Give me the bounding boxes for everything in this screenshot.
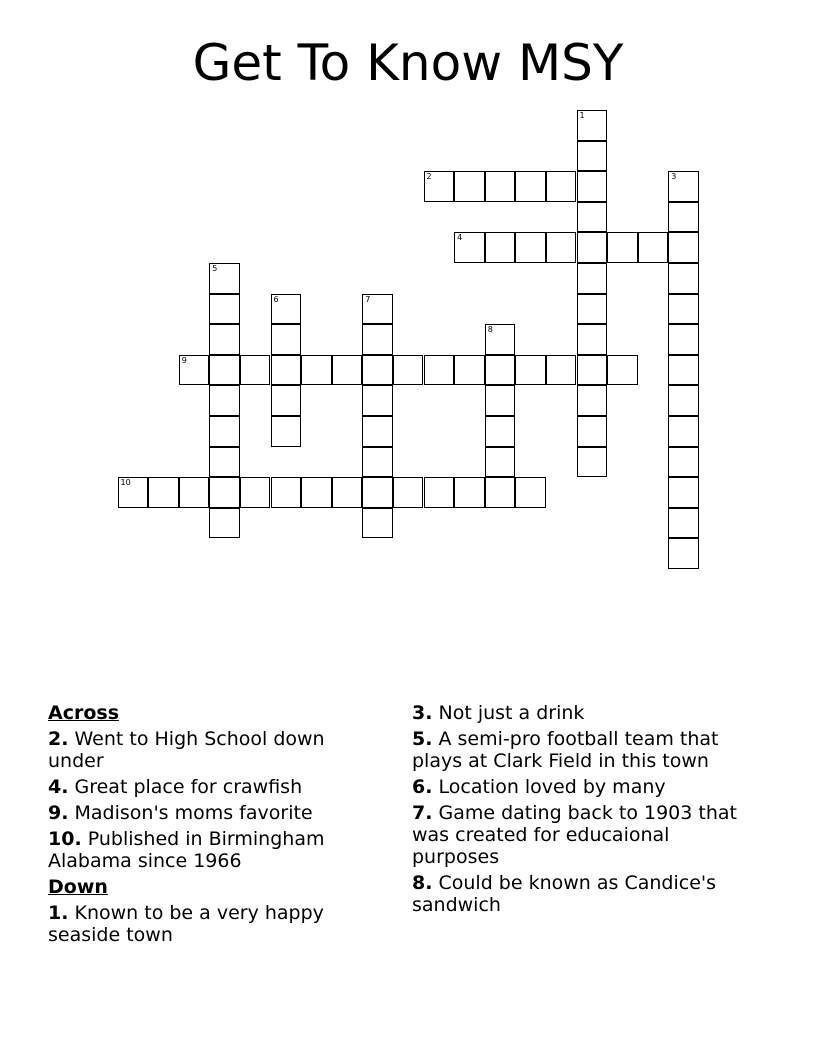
grid-cell[interactable] — [577, 202, 608, 233]
across-heading: Across — [48, 702, 120, 724]
clue-number: 9. — [48, 802, 69, 824]
clue-text: Went to High School down under — [48, 728, 325, 772]
clue-down-3 — [412, 702, 762, 724]
clue-text: A semi-pro football team that plays at Clark Field in this town — [412, 728, 719, 772]
clue-text: Could be known as Candice's sandwich — [412, 872, 717, 916]
grid-cell[interactable] — [515, 477, 546, 508]
grid-cell[interactable] — [209, 294, 240, 325]
grid-cell[interactable] — [515, 171, 546, 202]
clue-number: 4. — [48, 776, 69, 798]
cell-number: 9 — [181, 355, 187, 365]
grid-cell[interactable] — [424, 477, 455, 508]
grid-cell[interactable] — [668, 355, 699, 386]
grid-cell[interactable] — [424, 355, 455, 386]
grid-cell[interactable] — [577, 171, 608, 202]
grid-cell[interactable] — [271, 324, 302, 355]
grid-cell[interactable] — [240, 355, 271, 386]
grid-cell[interactable] — [668, 477, 699, 508]
clue-text: Great place for crawfish — [74, 776, 303, 798]
grid-cell[interactable] — [485, 385, 516, 416]
grid-cell[interactable] — [362, 355, 393, 386]
clue-down-6 — [412, 776, 762, 798]
grid-cell[interactable] — [301, 477, 332, 508]
grid-cell[interactable] — [209, 324, 240, 355]
grid-cell[interactable] — [668, 538, 699, 569]
cell-number: 2 — [426, 172, 432, 182]
clue-number: 2. — [48, 728, 69, 750]
grid-cell[interactable] — [362, 385, 393, 416]
grid-cell[interactable] — [454, 232, 485, 263]
clue-number: 8. — [412, 872, 433, 894]
grid-cell[interactable] — [607, 355, 638, 386]
grid-cell[interactable] — [209, 508, 240, 539]
grid-cell[interactable] — [515, 355, 546, 386]
grid-cell[interactable] — [668, 171, 699, 202]
clue-number: 3. — [412, 702, 433, 724]
grid-cell[interactable] — [485, 477, 516, 508]
grid-cell[interactable] — [454, 477, 485, 508]
grid-cell[interactable] — [668, 232, 699, 263]
grid-cell[interactable] — [148, 477, 179, 508]
grid-cell[interactable] — [393, 477, 424, 508]
clue-text: Published in Birmingham Alabama since 1966 — [48, 828, 325, 872]
grid-cell[interactable] — [668, 385, 699, 416]
grid-cell[interactable] — [209, 355, 240, 386]
clue-number: 7. — [412, 802, 433, 824]
clue-text: Location loved by many — [438, 776, 666, 798]
clue-text: Madison's moms favorite — [74, 802, 313, 824]
grid-cell[interactable] — [577, 232, 608, 263]
clues-left-column — [48, 702, 368, 950]
grid-cell[interactable] — [485, 324, 516, 355]
grid-cell[interactable] — [668, 416, 699, 447]
grid-cell[interactable] — [362, 416, 393, 447]
grid-cell[interactable] — [209, 416, 240, 447]
grid-cell[interactable] — [454, 355, 485, 386]
grid-cell[interactable] — [362, 447, 393, 478]
clue-number: 5. — [412, 728, 433, 750]
clue-down-8 — [412, 872, 762, 916]
grid-cell[interactable] — [546, 171, 577, 202]
grid-cell[interactable] — [485, 416, 516, 447]
grid-cell[interactable] — [668, 202, 699, 233]
puzzle-title: Get To Know MSY — [192, 34, 624, 92]
grid-cell[interactable] — [577, 447, 608, 478]
grid-cell[interactable] — [362, 508, 393, 539]
grid-cell[interactable] — [393, 355, 424, 386]
grid-cell[interactable] — [332, 477, 363, 508]
cell-number: 10 — [120, 478, 131, 488]
grid-cell[interactable] — [362, 324, 393, 355]
grid-cell[interactable] — [577, 324, 608, 355]
grid-cell[interactable] — [209, 447, 240, 478]
grid-cell[interactable] — [577, 263, 608, 294]
clue-down-1 — [48, 902, 368, 946]
cell-number: 4 — [457, 233, 463, 243]
grid-cell[interactable] — [271, 385, 302, 416]
grid-cell[interactable] — [301, 355, 332, 386]
grid-cell[interactable] — [454, 171, 485, 202]
grid-cell[interactable] — [577, 110, 608, 141]
grid-cell[interactable] — [577, 355, 608, 386]
grid-cell[interactable] — [271, 477, 302, 508]
grid-cell[interactable] — [577, 294, 608, 325]
grid-cell[interactable] — [240, 477, 271, 508]
cell-number: 1 — [579, 111, 585, 120]
grid-cell[interactable] — [179, 355, 210, 386]
grid-cell[interactable] — [424, 171, 455, 202]
clue-down-7 — [412, 802, 762, 868]
clue-number: 1. — [48, 902, 69, 924]
grid-cell[interactable] — [209, 477, 240, 508]
grid-cell[interactable] — [668, 447, 699, 478]
cell-number: 8 — [487, 325, 493, 335]
grid-cell[interactable] — [668, 294, 699, 325]
grid-cell[interactable] — [546, 355, 577, 386]
grid-cell[interactable] — [209, 385, 240, 416]
cell-number: 5 — [212, 264, 218, 273]
grid-cell[interactable] — [668, 324, 699, 355]
grid-cell[interactable] — [118, 477, 149, 508]
grid-cell[interactable] — [485, 447, 516, 478]
cell-number: 3 — [671, 172, 677, 182]
clue-across-4 — [48, 776, 368, 798]
grid-cell[interactable] — [515, 232, 546, 263]
clue-text: Not just a drink — [438, 702, 585, 724]
clue-number: 10. — [48, 828, 82, 850]
clue-text: Known to be a very happy seaside town — [48, 902, 324, 946]
grid-cell[interactable] — [577, 385, 608, 416]
grid-cell[interactable] — [271, 294, 302, 325]
grid-cell[interactable] — [607, 232, 638, 263]
cell-number: 6 — [273, 294, 279, 304]
cell-number: 7 — [365, 294, 371, 304]
grid-cell[interactable] — [209, 263, 240, 294]
clues-right-column — [412, 702, 762, 920]
grid-cell[interactable] — [271, 416, 302, 447]
clue-across-9 — [48, 802, 368, 824]
clue-across-2 — [48, 728, 368, 772]
grid-cell[interactable] — [485, 355, 516, 386]
grid-cell[interactable] — [546, 232, 577, 263]
grid-cell[interactable] — [362, 294, 393, 325]
grid-cell[interactable] — [577, 416, 608, 447]
clue-text: Game dating back to 1903 that was created for educaional purposes — [412, 802, 737, 868]
down-heading: Down — [48, 876, 108, 898]
clue-number: 6. — [412, 776, 433, 798]
grid-cell[interactable] — [668, 508, 699, 539]
grid-cell[interactable] — [332, 355, 363, 386]
clue-across-10 — [48, 828, 368, 872]
grid-cell[interactable] — [271, 355, 302, 386]
grid-cell[interactable] — [668, 263, 699, 294]
grid-cell[interactable] — [577, 141, 608, 172]
clue-down-5 — [412, 728, 762, 772]
grid-cell[interactable] — [179, 477, 210, 508]
grid-cell[interactable] — [485, 171, 516, 202]
grid-cell[interactable] — [362, 477, 393, 508]
grid-cell[interactable] — [638, 232, 669, 263]
grid-cell[interactable] — [485, 232, 516, 263]
